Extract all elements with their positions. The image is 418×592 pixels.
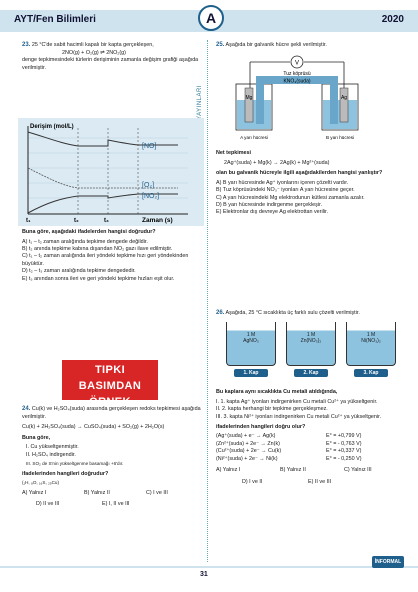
- option-b[interactable]: B) Yalnız II: [280, 467, 306, 474]
- potential-value: E° = +0,337 V): [326, 448, 362, 455]
- option-c[interactable]: C) I ve III: [146, 490, 168, 497]
- question-23-body: [22, 229, 202, 283]
- beaker-concentration: 1 M: [306, 332, 316, 338]
- option-a[interactable]: A) Yalnız I: [216, 467, 241, 474]
- question-25-body: [216, 150, 406, 217]
- potential-value: E° = - 0,250 V): [326, 455, 362, 462]
- tick-t3: t₃: [104, 218, 109, 224]
- beaker-label: 1. Kap: [234, 369, 268, 377]
- option-e[interactable]: E) II ve III: [308, 478, 332, 485]
- option-d[interactable]: D) B yarı hücresinde indirgenme gerçekleşir.: [216, 202, 323, 208]
- beaker-solute: Ni(NO₃)₂: [361, 338, 381, 344]
- atomic-numbers: (₁H, ₈O, ₁₆S, ₂₉Cu): [22, 479, 60, 485]
- statement-1: I. 1. kapta Ag⁺ iyonları indirgenirken Cu metali Cu²⁺ ya yükseltgenir.: [216, 398, 378, 405]
- statement-2: II. 2. kapta herhangi bir tepkime gerçekleşmez.: [216, 406, 328, 413]
- x-axis-label: Zaman (s): [142, 217, 173, 224]
- lead-text: Bu kaplara aynı sıcaklıkta Cu metali atıldığında,: [216, 389, 338, 395]
- question-26-body: [216, 389, 406, 486]
- column-divider: [207, 40, 208, 562]
- option-c[interactable]: C) A yarı hücresindeki Mg elektrodunun kütlesi zamanla azalır.: [216, 194, 365, 201]
- statement-3: III. 3. kapta Ni²⁺ iyonları indirgenirken Cu metali Cu²⁺ ya yükseltgenir.: [216, 413, 382, 420]
- page-number: 31: [200, 571, 208, 578]
- beaker-label: 3. Kap: [354, 369, 388, 377]
- question-intro: Aşağıda bir galvanik hücre şekli verilmiştir.: [225, 42, 327, 48]
- potential-2: [216, 441, 406, 449]
- label-no2: [NO₂]: [142, 193, 160, 200]
- question-24: [22, 406, 202, 508]
- net-reaction-title: Net tepkimesi: [216, 150, 252, 156]
- option-b[interactable]: B) t₂ anında tepkime kabına dışarıdan NO₂ gazı ilave edilmiştir.: [22, 246, 173, 252]
- option-d[interactable]: D) t₂ – t₃ zaman aralığında tepkime dengededir.: [22, 268, 136, 275]
- tick-t2: t₂: [74, 218, 79, 224]
- publisher-logo: İNFORMAL: [372, 556, 404, 568]
- potential-value: E° = +0,799 V): [326, 432, 362, 439]
- question-number: 23.: [22, 42, 31, 48]
- voltmeter-label: V: [294, 60, 300, 67]
- question-stem: ifadelerinden hangileri doğru olur?: [216, 424, 306, 431]
- stamp-line-2: ÖRNEK SAYFADIR: [81, 396, 139, 424]
- option-a[interactable]: A) t₁ – t₂ zaman aralığında tepkime dengede değildir.: [22, 238, 148, 245]
- question-26: [216, 310, 406, 318]
- question-number: 26.: [216, 310, 225, 316]
- potential-1: [216, 433, 406, 441]
- salt-bridge-solution: KNO₃(suda): [283, 78, 311, 85]
- booklet-type-badge: A: [198, 5, 224, 31]
- option-d[interactable]: D) I ve II: [242, 478, 263, 485]
- left-half-cell-label: A yarı hücresi: [240, 135, 268, 140]
- potential-3: [216, 448, 406, 456]
- half-reaction: (Cu²⁺(suda) + 2e⁻ → Cu(k): [216, 448, 282, 455]
- reaction-equation: Cu(k) + 2H₂SO₄(suda) → CuSO₄(suda) + SO₂(g) + 2H₂O(s): [22, 424, 165, 431]
- question-intro: 25 °C'de sabit hacimli kapalı bir kapta gerçekleşen,: [31, 42, 154, 48]
- potential-4: [216, 456, 406, 464]
- concentration-time-graph: [18, 118, 204, 226]
- electrode-ag: Ag: [340, 95, 348, 101]
- salt-bridge-label: Tuz köprüsü: [283, 71, 311, 77]
- option-d[interactable]: D) II ve III: [36, 500, 60, 507]
- option-c[interactable]: C) Yalnız III: [344, 467, 372, 474]
- potential-value: E° = - 0,763 V): [326, 440, 362, 447]
- option-b[interactable]: B) Tuz köprüsündeki NO₃⁻ iyonları A yarı hücresine geçer.: [216, 187, 355, 194]
- electrode-mg: Mg: [245, 95, 253, 101]
- beaker-row: [226, 322, 396, 384]
- label-no: [NO]: [142, 143, 157, 150]
- y-axis-label: Derişim (mol/L): [30, 124, 74, 130]
- option-b[interactable]: B) Yalnız II: [84, 490, 110, 497]
- option-e[interactable]: E) Elektronlar dış devreye Ag elektrottan verilir.: [216, 209, 329, 216]
- half-reaction: (Ag⁺(suda) + e⁻ → Ag(k): [216, 432, 276, 439]
- option-c[interactable]: C) t₁ – t₂ zaman aralığında ileri yöndeki tepkime hızı geri yöndekinden büyüktür.: [22, 253, 189, 267]
- page-header-year: 2020: [381, 14, 404, 25]
- footer-bar: [0, 566, 418, 568]
- label-o2: [O₂]: [142, 182, 155, 189]
- option-e[interactable]: E) t₃ anından sonra ileri ve geri yöndeki tepkime hızları eşit olur.: [22, 275, 175, 282]
- statement-2: II. H₂SO₄ indirgendir.: [26, 451, 76, 458]
- half-reaction: (Zn²⁺(suda) + 2e⁻ → Zn(k): [216, 440, 280, 447]
- question-stem: olan bu galvanik hücreyle ilgili aşağıdakilerden hangisi yanlıştır?: [216, 170, 383, 177]
- beaker-concentration: 1 M: [366, 332, 376, 338]
- net-reaction: 2Ag⁺(suda) + Mg(k) → 2Ag(k) + Mg²⁺(suda): [224, 159, 330, 166]
- lead-text: Buna göre,: [22, 434, 51, 441]
- statement-1: I. Cu yükseltgenmiştir.: [26, 444, 79, 451]
- question-intro-2: denge tepkimesindeki türlerin derişiminin zamanla değişim grafiği aşağıda verilmiştir.: [22, 57, 199, 71]
- beaker-solute: Zn(NO₃)₂: [300, 338, 322, 344]
- question-intro: Cu(k) ve H₂SO₄(suda) arasında gerçekleşen redoks tepkimesi aşağıda verilmiştir.: [22, 406, 201, 420]
- half-reaction: (Ni²⁺(suda) + 2e⁻ → Ni(k): [216, 455, 278, 462]
- beaker-solute: AgNO₃: [243, 338, 259, 344]
- option-a[interactable]: A) B yarı hücresinde Ag⁺ iyonlarını içeren çözelti vardır.: [216, 179, 349, 186]
- question-number: 24.: [22, 406, 31, 412]
- right-half-cell-label: B yarı hücresi: [325, 135, 355, 140]
- question-intro: Aşağıda, 25 °C sıcaklıkta üç farklı sulu çözelti verilmiştir.: [225, 310, 360, 316]
- beaker-label: 2. Kap: [294, 369, 328, 377]
- beaker-3: [346, 322, 396, 384]
- galvanic-cell-diagram: [232, 54, 362, 146]
- option-e[interactable]: E) I, II ve III: [102, 500, 130, 507]
- stamp-line-1: TIPKI BASIMDAN: [78, 364, 142, 392]
- question-number: 25.: [216, 42, 225, 48]
- beaker-concentration: 1 M: [246, 332, 256, 338]
- question-stem: ifadelerinden hangileri doğrudur?: [22, 471, 109, 478]
- question-25: [216, 42, 406, 50]
- question-23: [22, 42, 200, 72]
- beaker-1: [226, 322, 276, 384]
- option-a[interactable]: A) Yalnız I: [22, 490, 47, 497]
- question-stem: Buna göre, aşağıdaki ifadelerden hangisi doğrudur?: [22, 229, 156, 235]
- page-header-title: AYT/Fen Bilimleri: [14, 14, 96, 25]
- beaker-2: [286, 322, 336, 384]
- reaction-equation: 2NO(g) + O₂(g) ⇌ 2NO₂(g): [62, 49, 126, 56]
- tick-t1: t₁: [26, 218, 31, 224]
- statement-3: III. SO₂ de S'nin yükseltgenme basamağı +6'dır.: [26, 460, 124, 466]
